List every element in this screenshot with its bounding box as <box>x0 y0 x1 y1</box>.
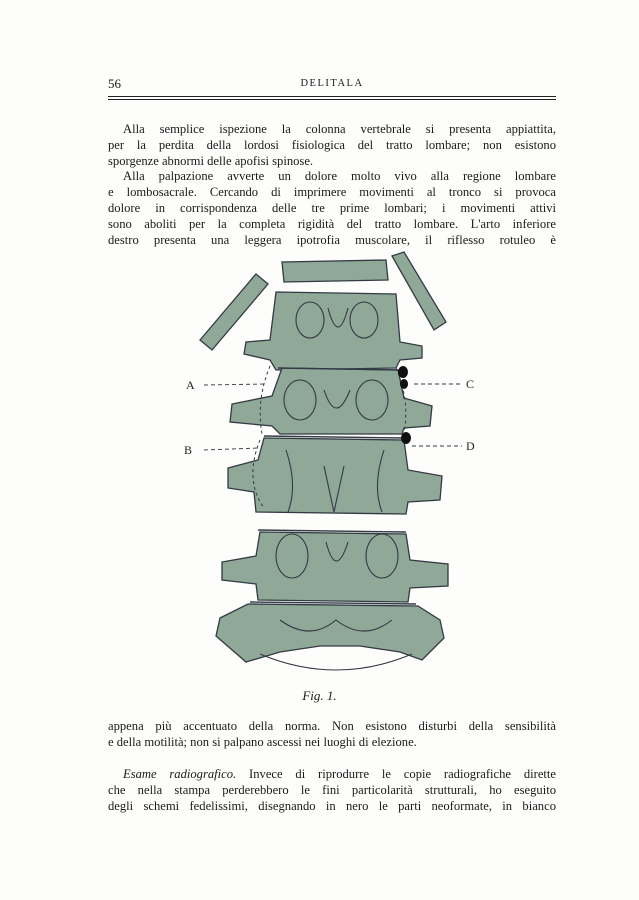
text-line: Alla semplice ispezione la colonna vertebrale si presenta appiattita, <box>123 122 556 136</box>
text-line: sporgenze abnormi delle apofisi spinose. <box>108 153 314 168</box>
header-rule-top <box>108 96 556 97</box>
text-line: e della motilità; non si palpano ascessi nei luoghi di elezione. <box>108 734 417 749</box>
text-line: per la perdita della lordosi fisiologica del tratto lombare; non esistono <box>108 137 556 152</box>
paragraph-inspection <box>108 122 556 170</box>
text-line: che nella stampa perderebbero le fini particolarità strutturali, ho eseguito <box>108 782 556 797</box>
spine-figure <box>160 250 500 680</box>
figure-label-c: C <box>466 377 475 391</box>
text-line: sono aboliti per la completa rigidità del tratto lombare. L'arto inferiore <box>108 216 556 231</box>
text-line: e lombosacrale. Cercando di imprimere movimenti al tronco si provoca <box>108 184 556 199</box>
text-line: destro presenta una leggera ipotrofia muscolare, il riflesso rotuleo è <box>108 232 556 247</box>
text-line: appena più accentuato della norma. Non esistono disturbi della sensibilità <box>108 719 556 733</box>
figure-caption: Fig. 1. <box>302 688 337 703</box>
page-number: 56 <box>108 76 121 91</box>
vertebra-4 <box>222 532 448 602</box>
vertebra-1 <box>244 292 422 370</box>
rib-left <box>200 274 268 350</box>
figure-label-a: A <box>186 378 195 392</box>
text-fragment: Invece di riprodurre le copie radiografiche dirette <box>249 767 557 781</box>
vertebra-2 <box>230 368 432 434</box>
text-line <box>108 767 556 783</box>
paragraph-continuation <box>108 719 556 751</box>
text-line: dolore in corrispondenza delle tre prime lombari; i movimenti attivi <box>108 200 556 215</box>
figure-label-d: D <box>466 439 475 453</box>
paragraph-radiographic-exam <box>108 767 556 815</box>
rib-right <box>392 252 446 330</box>
running-title: DELITALA <box>300 78 364 89</box>
section-heading: Esame radiografico. <box>123 767 237 781</box>
text-line: degli schemi fedelissimi, disegnando in nero le parti neoformate, in bianco <box>108 798 556 813</box>
header-rule-bottom <box>108 99 556 100</box>
vertebra-5 <box>216 604 444 662</box>
text-line: Alla palpazione avverte un dolore molto vivo alla regione lombare <box>123 169 556 183</box>
vertebra-3 <box>228 438 442 514</box>
neoformation-2 <box>400 379 408 389</box>
figure-label-b: B <box>184 443 193 457</box>
paragraph-palpation <box>108 169 556 249</box>
rib-top <box>282 260 388 282</box>
page-header <box>108 76 556 94</box>
neoformation-3 <box>401 432 411 444</box>
neoformation-1 <box>398 366 408 378</box>
